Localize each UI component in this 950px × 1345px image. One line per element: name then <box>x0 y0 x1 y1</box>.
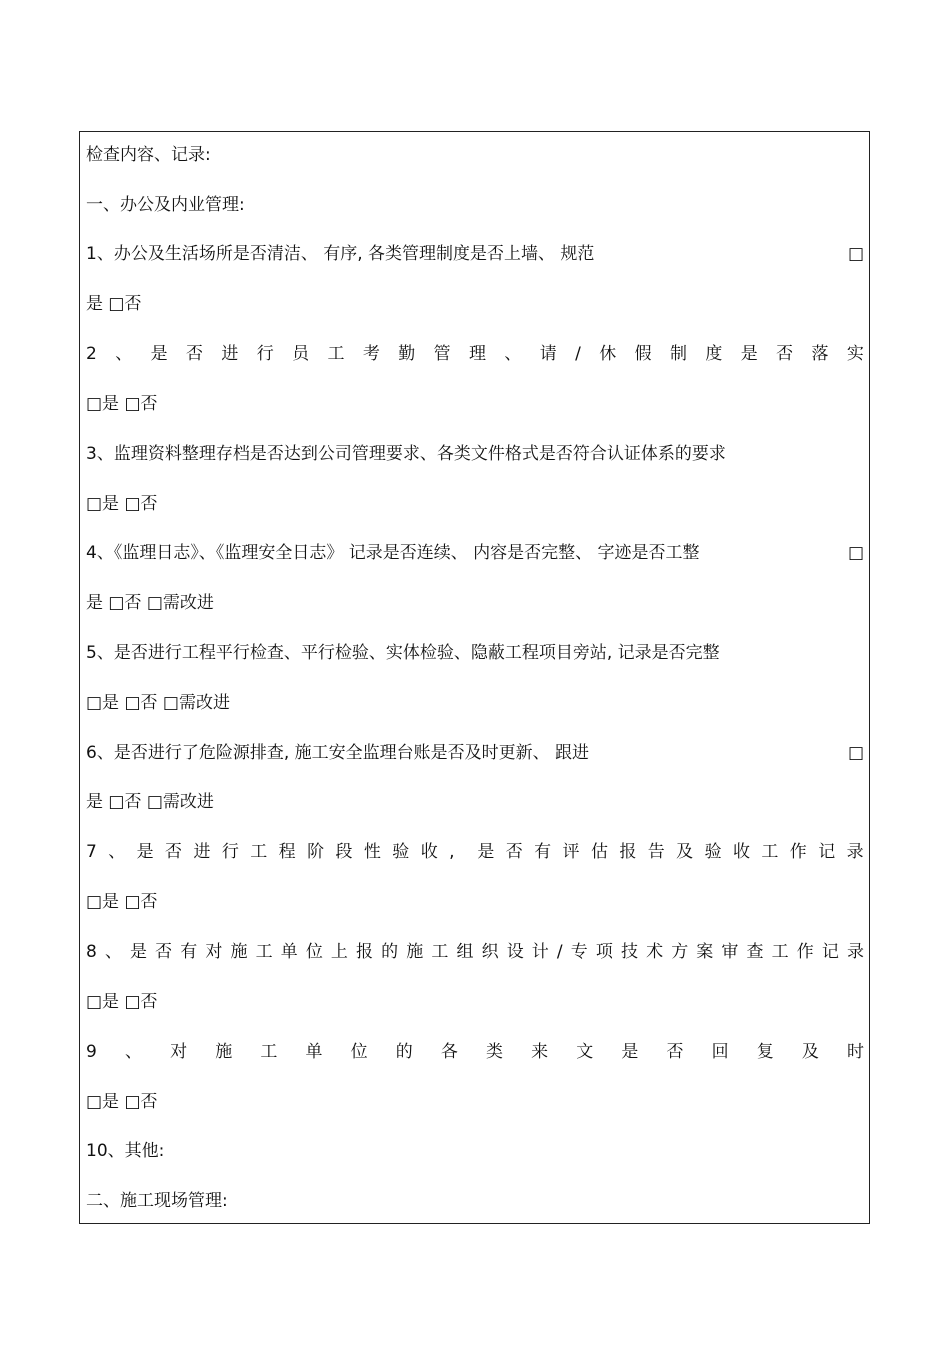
char: 行 <box>256 344 274 364</box>
char: 回 <box>711 1042 729 1062</box>
section1-title: 一、办公及内业管理: <box>86 195 245 215</box>
char: , <box>449 842 455 862</box>
item-8-options[interactable]: □是 □否 <box>86 992 158 1012</box>
char: 织 <box>481 942 499 962</box>
char: 验 <box>392 842 410 862</box>
char: 录 <box>846 942 864 962</box>
char: 施 <box>406 942 424 962</box>
item-6-line <box>86 739 864 767</box>
char: 管 <box>433 344 451 364</box>
char: 9 <box>86 1042 97 1062</box>
char: 员 <box>292 344 310 364</box>
char: 落 <box>811 344 829 364</box>
header-label: 检查内容、记录: <box>86 145 211 165</box>
char: 各 <box>440 1042 458 1062</box>
item-2-text <box>86 340 864 368</box>
char: 术 <box>646 942 664 962</box>
item-5-options[interactable]: □是 □否 □需改进 <box>86 693 230 713</box>
item-4-line <box>86 539 864 567</box>
char: 否 <box>666 1042 684 1062</box>
item-3-options[interactable]: □是 □否 <box>86 494 158 514</box>
char: 单 <box>305 1042 323 1062</box>
char: 、 <box>104 942 122 962</box>
char: 收 <box>732 842 750 862</box>
item-7-options[interactable]: □是 □否 <box>86 892 158 912</box>
item-4-checkbox[interactable]: □ <box>847 543 864 563</box>
char: 工 <box>260 1042 278 1062</box>
char: 休 <box>599 344 617 364</box>
char: 考 <box>362 344 380 364</box>
char: 位 <box>350 1042 368 1062</box>
char: 报 <box>619 842 637 862</box>
char: 作 <box>796 942 814 962</box>
char: 否 <box>165 842 183 862</box>
char: 工 <box>250 842 268 862</box>
char: 收 <box>420 842 438 862</box>
char: 进 <box>221 344 239 364</box>
char: 案 <box>696 942 714 962</box>
char: 度 <box>705 344 723 364</box>
char: 进 <box>193 842 211 862</box>
item-3-text: 3、监理资料整理存档是否达到公司管理要求、各类文件格式是否符合认证体系的要求 <box>86 444 726 464</box>
item-1-line <box>86 240 864 268</box>
char: 工 <box>327 344 345 364</box>
char: 理 <box>468 344 486 364</box>
char: 请 <box>539 344 557 364</box>
char: 来 <box>531 1042 549 1062</box>
item-7-text <box>86 838 864 866</box>
char: 、 <box>115 344 133 364</box>
char: 对 <box>170 1042 188 1062</box>
char: 勤 <box>398 344 416 364</box>
char: 验 <box>704 842 722 862</box>
char: 否 <box>776 344 794 364</box>
char: 段 <box>335 842 353 862</box>
char: / <box>556 942 563 962</box>
char: 工 <box>761 842 779 862</box>
item-1-text: 1、办公及生活场所是否清洁、 有序, 各类管理制度是否上墙、 规范 <box>86 244 595 264</box>
item-9-options[interactable]: □是 □否 <box>86 1092 158 1112</box>
item-9-text <box>86 1038 864 1066</box>
char: / <box>575 344 581 364</box>
char: 2 <box>86 344 97 364</box>
char: 估 <box>590 842 608 862</box>
char: 7 <box>86 842 97 862</box>
char: 阶 <box>307 842 325 862</box>
char: 行 <box>221 842 239 862</box>
char: 是 <box>136 842 154 862</box>
char: 工 <box>431 942 449 962</box>
char: 的 <box>395 1042 413 1062</box>
char: 技 <box>620 942 638 962</box>
item-6-text: 6、是否进行了危险源排查, 施工安全监理台账是否及时更新、 跟进 <box>86 743 590 763</box>
char: 、 <box>504 344 522 364</box>
char: 上 <box>330 942 348 962</box>
char: 是 <box>150 344 168 364</box>
char: 评 <box>562 842 580 862</box>
char: 录 <box>846 842 864 862</box>
char: 项 <box>595 942 613 962</box>
char: 工 <box>255 942 273 962</box>
item-4-text: 4、《监理日志》、《监理安全日志》 记录是否连续、 内容是否完整、 字迹是否工整 <box>86 543 700 563</box>
char: 8 <box>86 942 97 962</box>
char: 作 <box>789 842 807 862</box>
char: 记 <box>821 942 839 962</box>
char: 对 <box>205 942 223 962</box>
item-6-checkbox[interactable]: □ <box>847 743 864 763</box>
item-6-options[interactable]: 是 □否 □需改进 <box>86 792 214 812</box>
char: 单 <box>280 942 298 962</box>
char: 程 <box>278 842 296 862</box>
char: 设 <box>506 942 524 962</box>
char: 、 <box>108 842 126 862</box>
char: 否 <box>185 344 203 364</box>
item-4-options[interactable]: 是 □否 □需改进 <box>86 593 214 613</box>
char: 实 <box>846 344 864 364</box>
char: 施 <box>215 1042 233 1062</box>
char: 、 <box>124 1042 142 1062</box>
char: 及 <box>801 1042 819 1062</box>
char: 查 <box>746 942 764 962</box>
char: 否 <box>155 942 173 962</box>
char: 是 <box>477 842 495 862</box>
item-1-checkbox[interactable]: □ <box>847 244 864 264</box>
char: 审 <box>721 942 739 962</box>
char: 复 <box>756 1042 774 1062</box>
char: 是 <box>621 1042 639 1062</box>
item-5-text: 5、是否进行工程平行检查、平行检验、实体检验、隐蔽工程项目旁站, 记录是否完整 <box>86 643 720 663</box>
char: 制 <box>669 344 687 364</box>
char: 施 <box>230 942 248 962</box>
char: 否 <box>505 842 523 862</box>
char: 有 <box>534 842 552 862</box>
char: 专 <box>570 942 588 962</box>
char: 计 <box>531 942 549 962</box>
char: 及 <box>676 842 694 862</box>
char: 位 <box>305 942 323 962</box>
char: 类 <box>485 1042 503 1062</box>
char: 时 <box>846 1042 864 1062</box>
char: 方 <box>671 942 689 962</box>
char: 性 <box>363 842 381 862</box>
char: 是 <box>130 942 148 962</box>
char: 记 <box>818 842 836 862</box>
char: 是 <box>740 344 758 364</box>
char: 报 <box>356 942 374 962</box>
item-2-options[interactable]: □是 □否 <box>86 394 158 414</box>
char: 工 <box>771 942 789 962</box>
char: 假 <box>634 344 652 364</box>
item-8-text <box>86 938 864 966</box>
char: 组 <box>456 942 474 962</box>
char: 告 <box>647 842 665 862</box>
item-1-options[interactable]: 是 □否 <box>86 294 142 314</box>
char: 的 <box>381 942 399 962</box>
section2-title: 二、施工现场管理: <box>86 1191 228 1211</box>
item-10-text: 10、其他: <box>86 1141 165 1161</box>
char: 有 <box>180 942 198 962</box>
char: 文 <box>576 1042 594 1062</box>
